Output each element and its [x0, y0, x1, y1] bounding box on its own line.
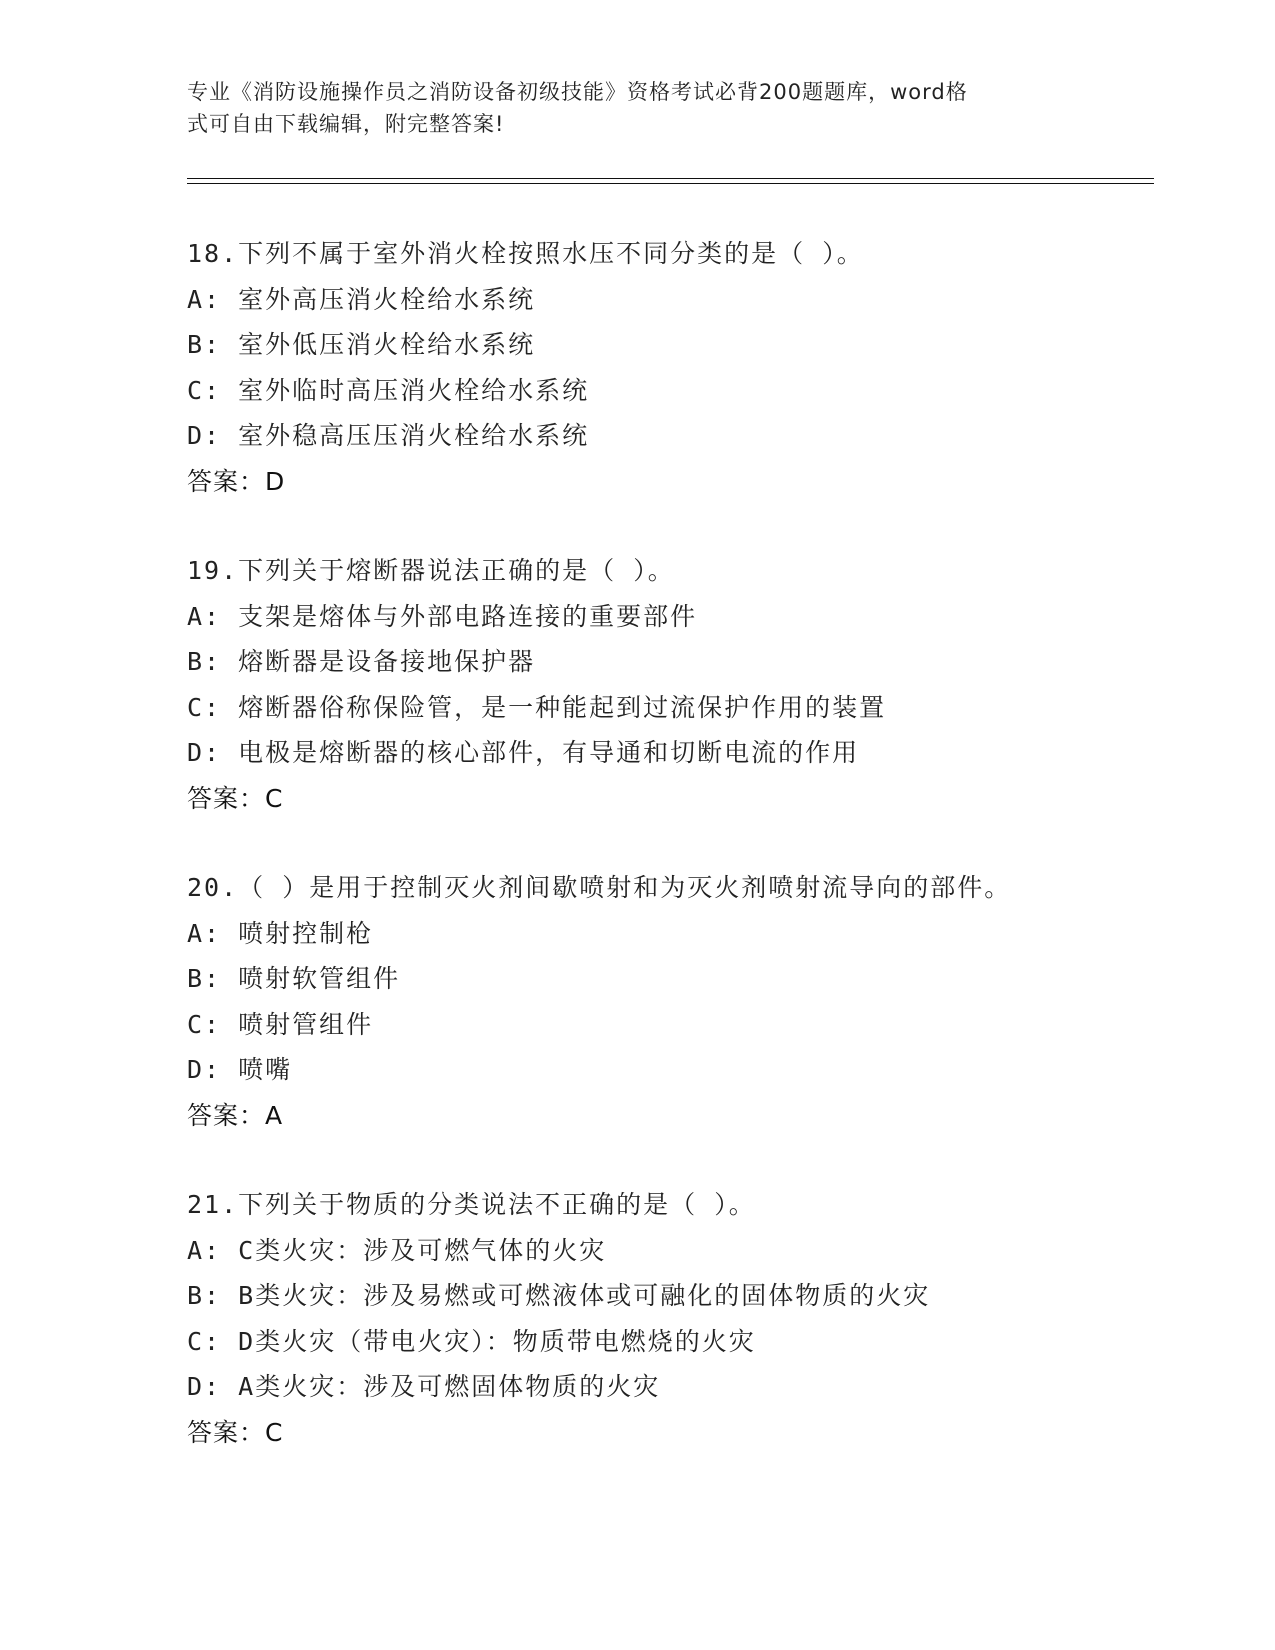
option-b: B: 室外低压消火栓给水系统 [187, 330, 536, 359]
header-divider-bottom [187, 183, 1154, 184]
option-d: D: 喷嘴 [187, 1055, 293, 1084]
option-d: D: 室外稳高压压消火栓给水系统 [187, 421, 590, 450]
document-header [187, 76, 1067, 140]
question-20 [187, 865, 1147, 1138]
header-divider-top [187, 178, 1154, 179]
option-c: C: 室外临时高压消火栓给水系统 [187, 375, 590, 405]
question-18 [187, 231, 1147, 504]
question-stem: 19.下列关于熔断器说法正确的是（ ）。 [187, 556, 675, 585]
answer: 答案：A [187, 1100, 284, 1130]
option-c: C: D类火灾（带电火灾）：物质带电燃烧的火灾 [187, 1326, 756, 1356]
option-a: A: 支架是熔体与外部电路连接的重要部件 [187, 601, 698, 631]
option-a: A: 喷射控制枪 [187, 918, 374, 948]
option-b: B: B类火灾：涉及易燃或可燃液体或可融化的固体物质的火灾 [187, 1281, 931, 1310]
header-line-1: 专业《消防设施操作员之消防设备初级技能》资格考试必背200题题库，word格 [187, 80, 968, 104]
option-d: D: A类火灾：涉及可燃固体物质的火灾 [187, 1372, 661, 1401]
option-b: B: 熔断器是设备接地保护器 [187, 647, 536, 676]
header-line-2: 式可自由下载编辑，附完整答案! [187, 112, 505, 136]
option-c: C: 熔断器俗称保险管，是一种能起到过流保护作用的装置 [187, 692, 887, 722]
question-19 [187, 548, 1147, 821]
answer: 答案：D [187, 466, 286, 496]
question-21 [187, 1182, 1147, 1455]
question-stem: 18.下列不属于室外消火栓按照水压不同分类的是（ ）。 [187, 239, 864, 268]
question-stem: 20.（ ）是用于控制灭火剂间歇喷射和为灭火剂喷射流导向的部件。 [187, 873, 1012, 902]
option-d: D: 电极是熔断器的核心部件，有导通和切断电流的作用 [187, 738, 860, 767]
answer: 答案：C [187, 783, 284, 813]
answer: 答案：C [187, 1417, 284, 1447]
question-stem: 21.下列关于物质的分类说法不正确的是（ ）。 [187, 1190, 756, 1219]
option-c: C: 喷射管组件 [187, 1009, 374, 1039]
option-a: A: C类火灾：涉及可燃气体的火灾 [187, 1235, 607, 1265]
option-b: B: 喷射软管组件 [187, 964, 401, 993]
option-a: A: 室外高压消火栓给水系统 [187, 284, 536, 314]
